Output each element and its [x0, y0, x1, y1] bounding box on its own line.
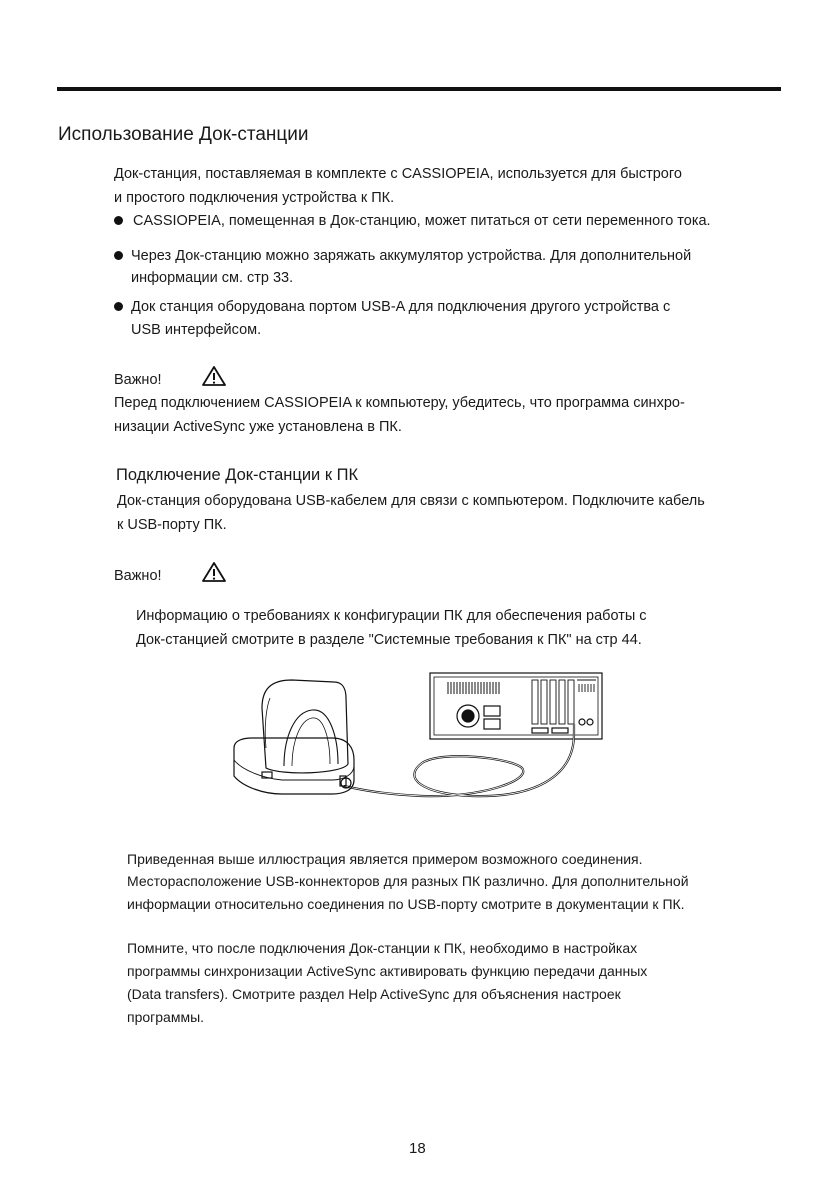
bullet-1-line-1: CASSIOPEIA, помещенная в Док-станцию, может питаться от сети переменного тока. — [133, 213, 711, 229]
header-rule — [57, 87, 781, 91]
reminder-line-1: Помните, что после подключения Док-станции к ПК, необходимо в настройках — [127, 940, 638, 956]
warning-icon — [201, 561, 227, 583]
important2-line-2: Док-станцией смотрите в разделе "Системные требования к ПК" на стр 44. — [136, 632, 642, 648]
bullet-2-line-2: информации см. стр 33. — [131, 270, 294, 286]
important-line-2: низации ActiveSync уже установлена в ПК. — [114, 419, 402, 435]
important-line-1: Перед подключением CASSIOPEIA к компьютеру, убедитесь, что программа синхро- — [114, 395, 685, 411]
subsection-line-1: Док-станция оборудована USB-кабелем для связи с компьютером. Подключите кабель — [117, 493, 705, 509]
important-label: Важно! — [114, 372, 162, 388]
device-body — [262, 680, 348, 773]
pc-rear-panel — [430, 673, 602, 739]
page-number: 18 — [409, 1140, 426, 1157]
section-title: Использование Док-станции — [58, 124, 309, 145]
bullet-2-line-1: Через Док-станцию можно заряжать аккумулятор устройства. Для дополнительной — [131, 248, 692, 264]
note-line-2: Месторасположение USB-коннекторов для разных ПК различно. Для дополнительной — [127, 873, 689, 889]
intro-line-1: Док-станция, поставляемая в комплекте с CASSIOPEIA, используется для быстрого — [114, 166, 682, 182]
important-label: Важно! — [114, 568, 162, 584]
reminder-line-2: программы синхронизации ActiveSync активировать функцию передачи данных — [127, 963, 648, 979]
warning-icon — [201, 365, 227, 387]
subsection-line-2: к USB-порту ПК. — [117, 517, 227, 533]
reminder-line-4: программы. — [127, 1009, 205, 1025]
expansion-slots — [532, 680, 596, 724]
vent-grille — [448, 682, 499, 694]
intro-line-2: и простого подключения устройства к ПК. — [114, 190, 395, 206]
important2-line-1: Информацию о требованиях к конфигурации ПК для обеспечения работы с — [136, 608, 647, 624]
note-line-3: информации относительно соединения по USB-порту смотрите в документации к ПК. — [127, 896, 685, 912]
connection-illustration — [222, 668, 612, 818]
subsection-title: Подключение Док-станции к ПК — [116, 466, 359, 484]
reminder-line-3: (Data transfers). Смотрите раздел Help ActiveSync для объяснения настроек — [127, 986, 621, 1002]
bullet-3-line-1: Док станция оборудована портом USB-A для подключения другого устройства с — [131, 299, 671, 315]
bullet-dot — [114, 216, 123, 225]
bullet-dot — [114, 251, 123, 260]
bullet-dot — [114, 302, 123, 311]
note-line-1: Приведенная выше иллюстрация является примером возможного соединения. — [127, 851, 643, 867]
bullet-3-line-2: USB интерфейсом. — [131, 322, 262, 338]
